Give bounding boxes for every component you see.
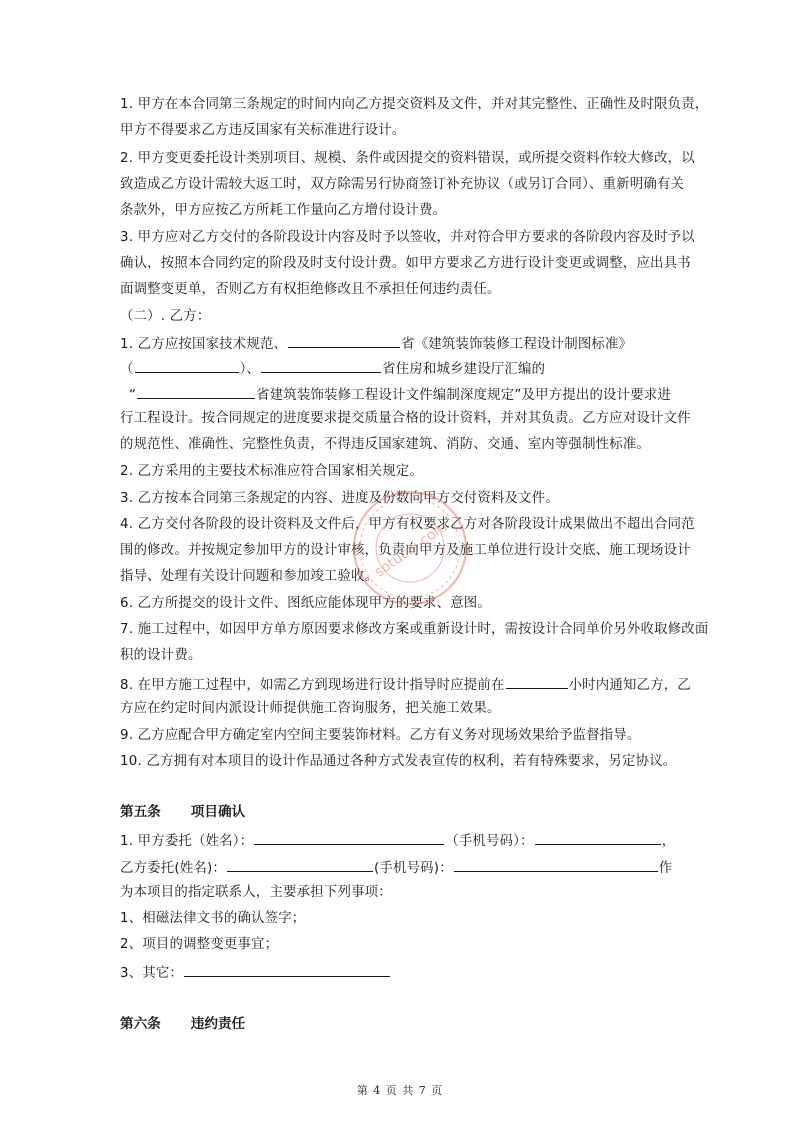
article-5-number: 第五条: [120, 804, 161, 820]
party-b-clause-9: 9. 乙方应配合甲方确定室内空间主要装饰材料。乙方有义务对现场效果给予监督指导。: [120, 728, 641, 743]
party-a-clause-3-line-1: 3. 甲方应对乙方交付的各阶段设计内容及时予以签收，并对符合甲方要求的各阶段内容及时予以: [120, 230, 695, 245]
party-b-clause-4-line-2: 围的修改。并按规定参加甲方的设计审核，负责向甲方及施工单位进行设计交底、施工现场设计: [120, 543, 691, 558]
party-b-clause-8-text-b: 小时内通知乙方，乙: [568, 678, 691, 693]
party-b-clause-1-line-1: [120, 332, 690, 355]
party-b-clause-1-text-b: 省《建筑装饰装修工程设计制图标准》: [401, 337, 633, 352]
watermark-text: sotucai.com: [371, 518, 451, 581]
party-b-phone-field[interactable]: [454, 856, 658, 872]
party-b-contact-label: 乙方委托(姓名)：: [120, 861, 226, 876]
article-5-item-2: 2、项目的调整变更事宜；: [120, 937, 279, 952]
article-5-line-1: [120, 829, 690, 852]
fill-in-blank[interactable]: [137, 383, 255, 399]
party-b-clause-1-line-4: 行工程设计。按合同规定的进度要求提交质量合格的设计资料，并对其负责。乙方应对设计文件: [120, 411, 691, 426]
article-6-number: 第六条: [120, 1016, 161, 1032]
fill-in-blank[interactable]: [135, 357, 239, 373]
party-a-clause-2-line-3: 条款外，甲方应按乙方所耗工作量向乙方增付设计费。: [120, 203, 447, 218]
close-paren: ）、: [239, 362, 261, 377]
fill-in-blank[interactable]: [288, 332, 400, 348]
party-b-clause-10: 10. 乙方拥有对本项目的设计作品通过各种方式发表宣传的权利，若有特殊要求，另定协议。: [120, 754, 677, 769]
article-6-heading: [120, 1014, 245, 1034]
other-field[interactable]: [184, 961, 390, 977]
party-a-clause-3-line-3: 面调整变更单，否则乙方有权拒绝修改且不承担任何违约责任。: [120, 282, 501, 297]
open-paren: （: [120, 362, 134, 377]
party-a-contact-label: 1. 甲方委托（姓名）：: [120, 834, 254, 849]
fill-in-blank[interactable]: [261, 357, 381, 373]
party-b-clause-4-line-3: 指导、处理有关设计问题和参加竣工验收。: [120, 569, 379, 584]
party-b-clause-7-line-1: 7. 施工过程中，如因甲方单方原因要求修改方案或重新设计时，需按设计合同单价另外收取修改面: [120, 622, 709, 637]
party-b-clause-8-line-1: [120, 673, 690, 696]
party-b-name-field[interactable]: [227, 856, 373, 872]
party-b-clause-2: 2. 乙方采用的主要技术标准应符合国家相关规定。: [120, 464, 424, 479]
article-5-line-2: [120, 856, 690, 879]
party-b-clause-1-line-2: [120, 357, 690, 380]
article-5-heading: [120, 802, 245, 822]
party-b-heading: （二）. 乙方：: [120, 309, 211, 324]
article-5-line-3: 为本项目的指定联系人，主要承担下列事项：: [120, 885, 392, 900]
page-number: 第 4 页 共 7 页: [356, 1084, 444, 1097]
party-b-phone-label: (手机号码)：: [373, 861, 453, 876]
party-b-clause-8-text-a: 8. 在甲方施工过程中，如需乙方到现场进行设计指导时应提前在: [120, 678, 505, 693]
party-b-clause-1-text-a: 1. 乙方应按国家技术规范、: [120, 337, 288, 352]
hours-blank[interactable]: [506, 673, 568, 689]
article-5-item-3: [120, 961, 690, 984]
open-quote: “: [129, 388, 137, 403]
party-a-clause-2-line-1: 2. 甲方变更委托设计类别项目、规模、条件或因提交的资料错误，或所提交资料作较大修改，以: [120, 151, 695, 166]
party-a-clause-1-line-1: 1. 甲方在本合同第三条规定的时间内向乙方提交资料及文件，并对其完整性、正确性及时限负责，: [120, 97, 709, 112]
article-5-item-1: 1、相磁法律文书的确认签字；: [120, 911, 306, 926]
party-a-phone-label: （手机号码）：: [445, 834, 534, 849]
party-b-clause-3: 3. 乙方按本合同第三条规定的内容、进度及份数向甲方交付资料及文件。: [120, 491, 559, 506]
watermark-stamp-icon: [350, 488, 470, 608]
party-a-name-field[interactable]: [254, 829, 444, 845]
party-b-clause-4-line-1: 4. 乙方交付各阶段的设计资料及文件后，甲方有权要求乙方对各阶段设计成果做出不超出合同范: [120, 517, 695, 532]
party-b-clause-8-line-2: 方应在约定时间内派设计师提供施工咨询服务，把关施工效果。: [120, 701, 501, 716]
party-b-clause-1-line-3: [120, 383, 690, 406]
article-6-title: 违约责任: [190, 1016, 246, 1032]
party-b-clause-1-text-d: 省建筑装饰装修工程设计文件编制深度规定”及甲方提出的设计要求进: [256, 388, 671, 403]
party-a-phone-field[interactable]: [535, 829, 661, 845]
party-b-clause-6: 6. 乙方所提交的设计文件、图纸应能体现甲方的要求、意图。: [120, 596, 491, 611]
party-b-clause-1-text-c: 省住房和城乡建设厅汇编的: [382, 362, 546, 377]
party-a-clause-3-line-2: 确认，按照本合同约定的阶段及时支付设计费。如甲方要求乙方进行设计变更或调整，应出具书: [120, 256, 691, 271]
line-continuation: 作: [658, 861, 673, 876]
party-a-clause-1-line-2: 甲方不得要求乙方违反国家有关标准进行设计。: [120, 123, 406, 138]
article-5-title: 项目确认: [190, 804, 246, 820]
other-label: 3、其它：: [120, 966, 184, 981]
party-b-clause-1-line-5: 的规范性、准确性、完整性负责，不得违反国家建筑、消防、交通、室内等强制性标准。: [120, 437, 651, 452]
party-a-clause-2-line-2: 致造成乙方设计需较大返工时，双方除需另行协商签订补充协议（或另订合同）、重新明确有关: [120, 177, 685, 192]
comma: ，: [661, 834, 676, 849]
party-b-clause-7-line-2: 积的设计费。: [120, 648, 202, 663]
